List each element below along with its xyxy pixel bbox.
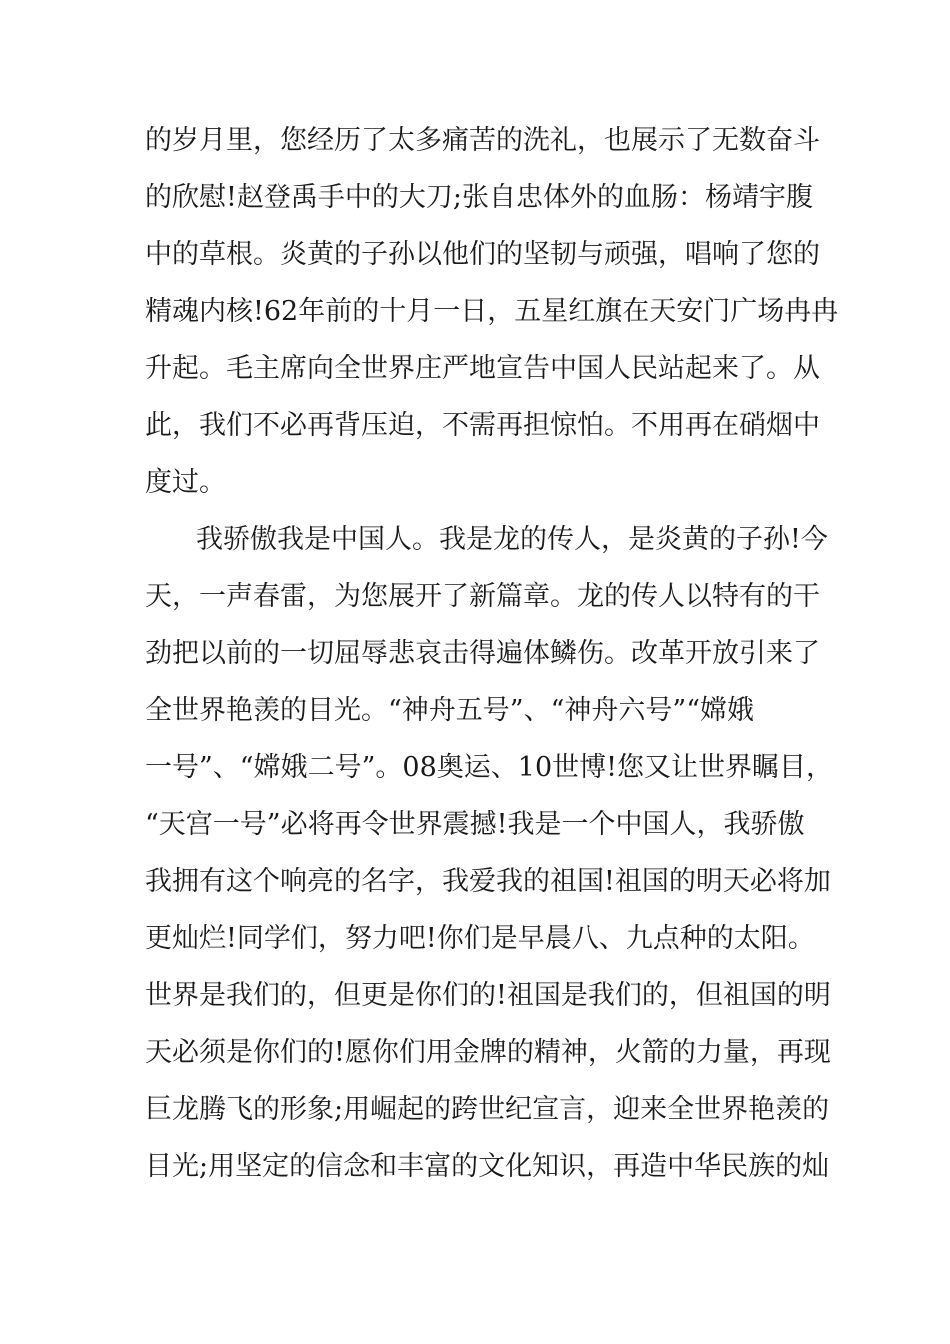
text-line: 全世界艳羡的目光。“神舟五号”、“神舟六号”“嫦娥: [145, 695, 755, 726]
text-line: 精魂内核!62年前的十月一日，五星红旗在天安门广场冉冉: [145, 296, 839, 327]
text-line: 升起。毛主席向全世界庄严地宣告中国人民站起来了。从: [145, 353, 820, 384]
text-line: 世界是我们的，但更是你们的!祖国是我们的，但祖国的明: [145, 980, 831, 1011]
text-line: 我拥有这个响亮的名字，我爱我的祖国!祖国的明天必将加: [145, 866, 831, 897]
text-line: 目光;用坚定的信念和丰富的文化知识，再造中华民族的灿: [145, 1151, 830, 1182]
text-line: 巨龙腾飞的形象;用崛起的跨世纪宣言，迎来全世界艳羡的: [145, 1094, 830, 1125]
text-line: 度过。: [145, 467, 226, 498]
text-line: 天，一声春雷，为您展开了新篇章。龙的传人以特有的干: [145, 581, 820, 612]
text-line: 更灿烂!同学们，努力吧!你们是早晨八、九点种的太阳。: [145, 923, 815, 954]
text-line: 的欣慰!赵登禹手中的大刀;张自忠体外的血肠：杨靖宇腹: [145, 182, 813, 213]
paragraph-first-line: 我骄傲我是中国人。我是龙的传人，是炎黄的子孙!今: [196, 524, 828, 555]
text-line: 的岁月里，您经历了太多痛苦的洗礼，也展示了无数奋斗: [145, 125, 820, 156]
text-line: 天必须是你们的!愿你们用金牌的精神，火箭的力量，再现: [145, 1037, 831, 1068]
text-line: 一号”、“嫦娥二号”。08奥运、10世博!您又让世界瞩目，: [145, 752, 833, 783]
text-line: 中的草根。炎黄的子孙以他们的坚韧与顽强，唱响了您的: [145, 239, 820, 270]
text-line: “天宫一号”必将再令世界震撼!我是一个中国人，我骄傲: [145, 809, 805, 840]
text-line: 此，我们不必再背压迫，不需再担惊怕。不用再在硝烟中: [145, 410, 820, 441]
text-line: 劲把以前的一切屈辱悲哀击得遍体鳞伤。改革开放引来了: [145, 638, 820, 669]
